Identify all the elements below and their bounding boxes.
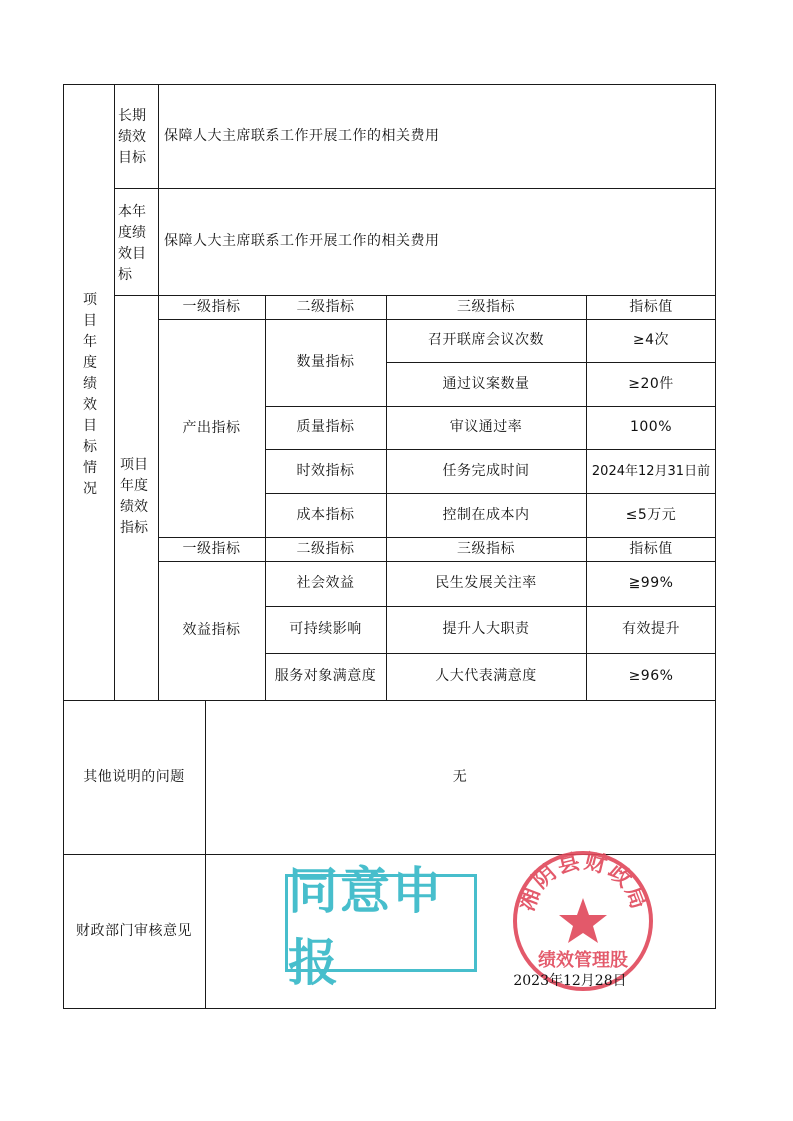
- output-quantity-level2: 数量指标: [296, 354, 355, 370]
- output-row-value: ≥4次: [632, 332, 670, 348]
- header-level3: 三级指标: [457, 298, 515, 315]
- indicators-label: 项目年度绩效指标: [120, 457, 148, 536]
- benefit-row-level3: 民生发展关注率: [435, 575, 537, 591]
- benefit-row-level2: 社会效益: [296, 575, 355, 591]
- benefit-level1: 效益指标: [182, 622, 241, 638]
- output-row-level3: 控制在成本内: [442, 506, 530, 523]
- output-row-level3: 召开联席会议次数: [428, 332, 544, 348]
- header-level1: 一级指标: [182, 298, 241, 315]
- output-level1: 产出指标: [182, 419, 241, 436]
- output-row-value: 100%: [629, 419, 673, 435]
- benefit-row-value: ≧99%: [628, 575, 674, 591]
- output-row-value: 2024年12月31日前: [591, 463, 711, 479]
- other-issues-label: 其他说明的问题: [83, 768, 185, 785]
- output-row-level3: 审议通过率: [449, 419, 523, 435]
- benefit-row-value: 有效提升: [622, 621, 680, 637]
- header-level1: 一级指标: [182, 540, 241, 557]
- header-level2: 二级指标: [296, 540, 355, 557]
- annual-content: 保障人大主席联系工作开展工作的相关费用: [164, 233, 440, 249]
- benefit-row-level2: 服务对象满意度: [274, 668, 377, 684]
- long-term-label: 长期绩效目标: [118, 108, 146, 166]
- benefit-row-level2: 可持续影响: [289, 621, 362, 637]
- approval-stamp: 同意申报: [285, 874, 477, 972]
- seal-bottom-text: 绩效管理股: [538, 950, 628, 971]
- annual-label: 本年度绩效目标: [118, 204, 146, 283]
- benefit-row-level3: 提升人大职责: [442, 621, 530, 637]
- review-date: 2023年12月28日: [513, 972, 627, 989]
- other-issues-content: 无: [452, 768, 468, 785]
- output-row-value: ≥20件: [628, 375, 674, 392]
- benefit-row-level3: 人大代表满意度: [435, 668, 537, 684]
- outer-label: 项目年度绩效目标情况: [83, 292, 97, 497]
- output-row-value: ≤5万元: [625, 506, 677, 523]
- header-level3: 三级指标: [457, 540, 515, 557]
- output-quality-level2: 质量指标: [296, 419, 355, 435]
- header-level2: 二级指标: [296, 298, 355, 315]
- output-timeliness-level2: 时效指标: [296, 462, 355, 479]
- header-value: 指标值: [629, 298, 673, 315]
- long-term-content: 保障人大主席联系工作开展工作的相关费用: [164, 127, 440, 144]
- output-cost-level2: 成本指标: [296, 506, 355, 523]
- benefit-row-value: ≥96%: [628, 668, 674, 684]
- finance-review-label: 财政部门审核意见: [76, 922, 192, 939]
- header-value: 指标值: [629, 540, 673, 557]
- seal-top-text: 湘阴县财政局: [513, 848, 653, 915]
- output-row-level3: 任务完成时间: [442, 462, 530, 479]
- output-row-level3: 通过议案数量: [442, 375, 530, 392]
